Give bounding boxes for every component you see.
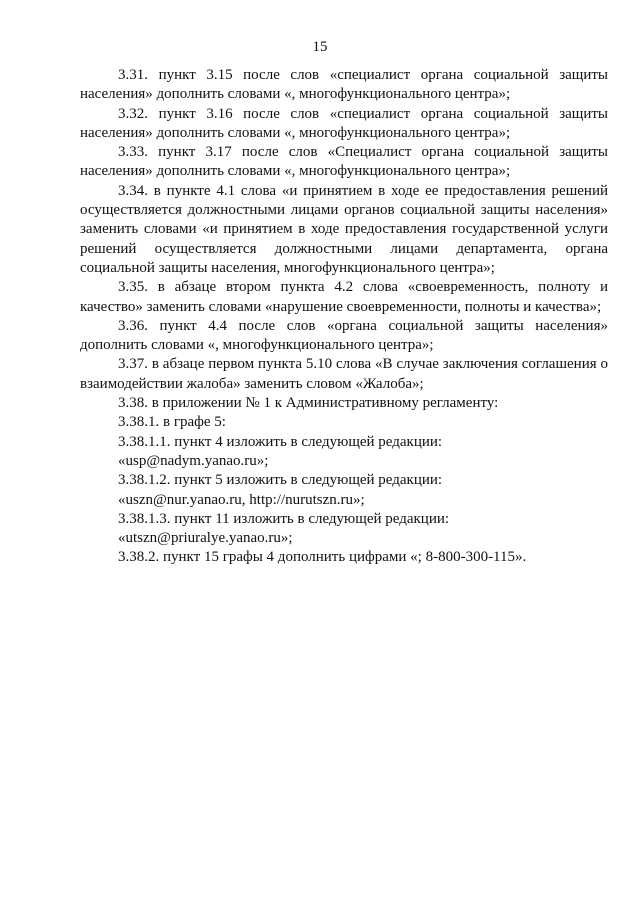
paragraph-3-35: 3.35. в абзаце втором пункта 4.2 слова «своевременность, полноту и качество» заменить словами «нарушение своевременности, полноты и качества»; bbox=[80, 279, 608, 315]
email-line-priuralye: «utszn@priuralye.yanao.ru»; bbox=[118, 530, 293, 547]
paragraph-3-38-2: 3.38.2. пункт 15 графы 4 дополнить цифрами «; 8-800-300-115». bbox=[118, 549, 527, 566]
paragraph-3-33: 3.33. пункт 3.17 после слов «Специалист органа социальной защиты населения» дополнить словами «, многофункционального центра»; bbox=[80, 144, 608, 180]
paragraph-3-32: 3.32. пункт 3.16 после слов «специалист органа социальной защиты населения» дополнить словами «, многофункционального центра»; bbox=[80, 105, 608, 141]
paragraph-3-31: 3.31. пункт 3.15 после слов «специалист органа социальной защиты населения» дополнить словами «, многофункционального центра»; bbox=[80, 67, 608, 103]
document-body bbox=[80, 66, 608, 568]
paragraph-3-36: 3.36. пункт 4.4 после слов «органа социальной защиты населения» дополнить словами «, многофункционального центра»; bbox=[80, 317, 608, 354]
email-line-nur: «uszn@nur.yanao.ru, http://nurutszn.ru»; bbox=[118, 491, 365, 508]
page-number: 15 bbox=[312, 39, 328, 55]
paragraph-3-37: 3.37. в абзаце первом пункта 5.10 слова «В случае заключения соглашения о взаимодействии жалоба» заменить словом «Жалоба»; bbox=[80, 356, 608, 392]
email-line-nadym: «usp@nadym.yanao.ru»; bbox=[118, 452, 269, 469]
paragraph-3-38-1-2: 3.38.1.2. пункт 5 изложить в следующей редакции: bbox=[118, 472, 443, 489]
paragraph-3-38-1: 3.38.1. в графе 5: bbox=[118, 414, 226, 431]
paragraph-3-38-1-3: 3.38.1.3. пункт 11 изложить в следующей редакции: bbox=[118, 510, 450, 527]
paragraph-3-34: 3.34. в пункте 4.1 слова «и принятием в ходе ее предоставления решений осуществляется должностными лицами органов социальной защиты населения» заменить словами «и принятием в ходе предоставления государственной услуги решений осуществляется должностными лицами департамента, органа социальной защиты населения, многофункционального центра»; bbox=[80, 182, 608, 276]
paragraph-3-38: 3.38. в приложении № 1 к Административному регламенту: bbox=[118, 395, 499, 412]
paragraph-3-38-1-1: 3.38.1.1. пункт 4 изложить в следующей редакции: bbox=[118, 433, 443, 450]
